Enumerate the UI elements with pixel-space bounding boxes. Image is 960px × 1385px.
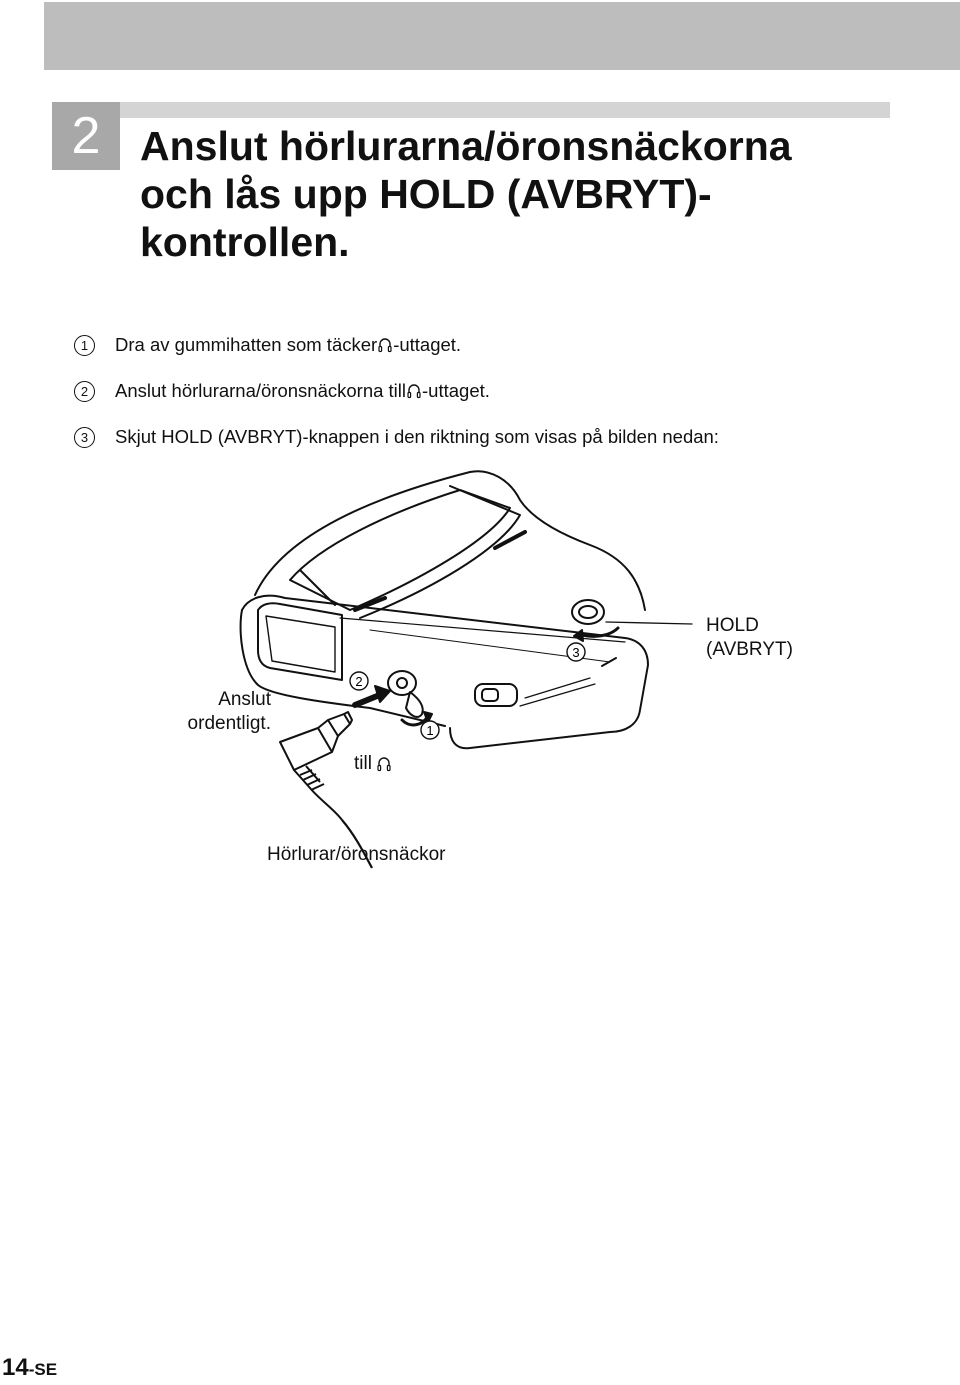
device-illustration [170, 470, 810, 870]
hold-label-line2: (AVBRYT) [706, 639, 793, 660]
connect-label-line2: ordentligt. [187, 713, 271, 734]
till-text: till [354, 753, 372, 774]
step-rule [120, 102, 890, 118]
headphone-icon [378, 337, 392, 353]
header-band [44, 2, 960, 70]
page-title [140, 122, 900, 266]
player-lid [255, 471, 645, 610]
title-line-1: Anslut hörlurarna/öronsnäckorna [140, 123, 792, 169]
hold-label-line1: HOLD [706, 615, 759, 636]
instruction-text: Dra av gummihatten som täcker [115, 334, 378, 355]
callout-2-text: 2 [355, 674, 363, 689]
instruction-text-suffix: -uttaget. [393, 334, 462, 355]
connect-label [176, 688, 271, 736]
callout-3-text: 3 [572, 645, 580, 660]
headphones-label: Hörlurar/öronsnäckor [267, 844, 446, 865]
instruction-text-suffix: -uttaget. [422, 380, 490, 401]
step-circle-number: 3 [74, 427, 95, 448]
step-number-box [52, 102, 120, 170]
headphone-jack [388, 671, 416, 695]
hold-switch [572, 600, 604, 624]
step-circle-number: 2 [74, 381, 95, 402]
page-number-value: 14 [2, 1354, 29, 1381]
page-number-suffix: -SE [28, 1360, 58, 1379]
instruction-item [74, 414, 719, 460]
connect-label-line1: Anslut [218, 689, 271, 710]
step-number: 2 [71, 107, 101, 165]
instruction-item [74, 368, 719, 414]
callout-1-text: 1 [426, 723, 434, 738]
instruction-list [74, 322, 719, 460]
title-line-3: kontrollen. [140, 219, 350, 265]
page-number [2, 1354, 57, 1382]
till-label [354, 752, 392, 776]
instruction-item [74, 322, 719, 368]
instruction-text: Anslut hörlurarna/öronsnäckorna till [115, 380, 407, 401]
headphone-icon [407, 383, 421, 399]
title-line-2: och lås upp HOLD (AVBRYT)- [140, 171, 712, 217]
hold-label [706, 614, 793, 662]
step-circle-number: 1 [74, 335, 95, 356]
instruction-text: Skjut HOLD (AVBRYT)-knappen i den riktning som visas på bilden nedan: [115, 426, 719, 447]
headphone-icon [377, 756, 391, 772]
